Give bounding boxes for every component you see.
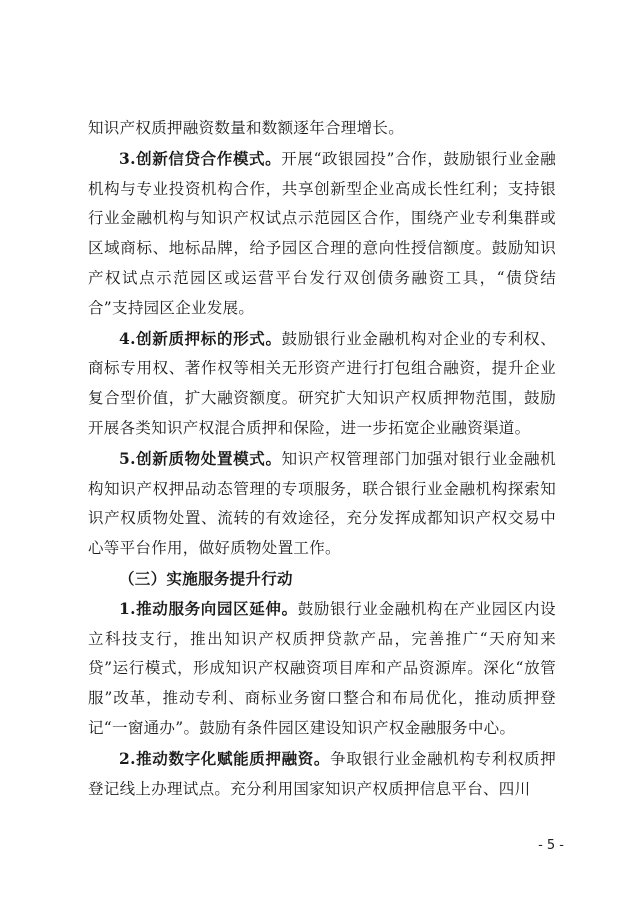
paragraph-lead: 3.创新信贷合作模式。: [119, 148, 282, 168]
paragraph-text: 知识产权质押融资数量和数额逐年合理增长。: [88, 119, 405, 137]
paragraph-pledge-form: [88, 324, 556, 444]
paragraph-text: 鼓励银行业金融机构对企业的专利权、商标专用权、著作权等相关无形资产进行打包组合融资，提升企业复合型价值，扩大融资额度。研究扩大知识产权质押物范围，鼓励开展各类知识产权混合质押和保险，进一步拓宽企业融资渠道。: [88, 329, 556, 437]
section-heading: （三）实施服务提升行动: [119, 568, 293, 588]
paragraph-lead: 2.推动数字化赋能质押融资。: [119, 748, 331, 768]
paragraph-lead: 1.推动服务向园区延伸。: [119, 598, 298, 618]
page-number: - 5 -: [538, 838, 564, 853]
paragraph-park-service: [88, 594, 556, 744]
paragraph-credit-cooperation: [88, 144, 556, 324]
paragraph-lead: 5.创新质物处置模式。: [119, 448, 282, 468]
paragraph-lead: 4.创新质押标的形式。: [119, 328, 282, 348]
paragraph-continuation: [88, 114, 556, 144]
paragraph-disposal-mode: [88, 444, 556, 564]
paragraph-text: 开展“政银园投”合作，鼓励银行业金融机构与专业投资机构合作，共享创新型企业高成长性红利；支持银行业金融机构与知识产权试点示范园区合作，围绕产业专利集群或区域商标、地标品牌，给予园区合理的意向性授信额度。鼓励知识产权试点示范园区或运营平台发行双创债务融资工具，“债贷结合”支持园区企业发展。: [88, 149, 557, 317]
paragraph-text: 鼓励银行业金融机构在产业园区内设立科技支行，推出知识产权质押贷款产品，完善推广“天府知来贷”运行模式，形成知识产权融资项目库和产品资源库。深化“放管服”改革，推动专利、商标业务窗口整合和布局优化，推动质押登记“一窗通办”。鼓励有条件园区建设知识产权金融服务中心。: [88, 599, 556, 737]
paragraph-text: 知识产权管理部门加强对银行业金融机构知识产权押品动态管理的专项服务，联合银行业金融机构探索知识产权质物处置、流转的有效途径，充分发挥成都知识产权交易中心等平台作用，做好质物处置工作。: [88, 449, 556, 558]
document-body: [88, 114, 556, 804]
paragraph-digital-empowerment: [88, 744, 556, 805]
paragraph-text: 争取银行业金融机构专利权质押登记线上办理试点。充分利用国家知识产权质押信息平台、四川: [88, 749, 556, 798]
